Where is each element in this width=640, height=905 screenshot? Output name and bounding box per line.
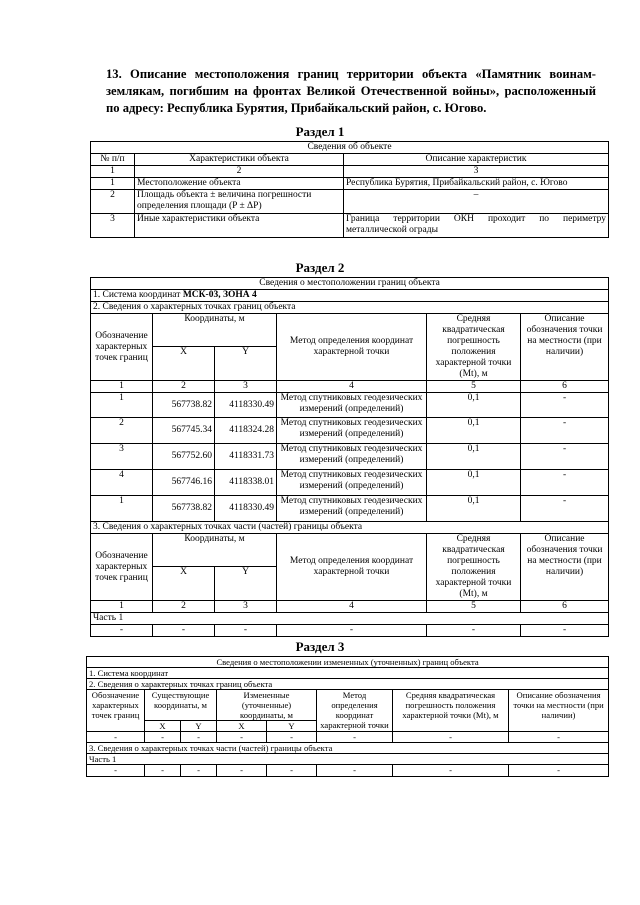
empty-cell: - bbox=[153, 625, 215, 637]
s2-colnum: 6 bbox=[521, 381, 609, 393]
empty-cell: - bbox=[317, 732, 393, 743]
empty-cell: - bbox=[509, 765, 609, 777]
s2-colnum: 1 bbox=[91, 381, 153, 393]
s2b-header-method: Метод определения координат характерной точки bbox=[277, 534, 427, 601]
section-3-table bbox=[86, 656, 609, 777]
empty-cell: - bbox=[87, 732, 145, 743]
section-2-table bbox=[90, 277, 609, 637]
s2-header-coords: Координаты, м bbox=[153, 314, 277, 347]
empty-cell: - bbox=[91, 625, 153, 637]
s3-header-desc: Описание обозначения точки на местности (при наличии) bbox=[509, 690, 609, 732]
point-desc: - bbox=[521, 470, 609, 496]
table-row bbox=[91, 496, 609, 522]
point-method: Метод спутниковых геодезических измерений (определений) bbox=[277, 496, 427, 522]
s1-row-desc: Граница территории ОКН проходит по периметру металлической ограды bbox=[344, 214, 609, 238]
point-id: 1 bbox=[91, 496, 153, 522]
s2-colnum: 5 bbox=[427, 381, 521, 393]
point-error: 0,1 bbox=[427, 418, 521, 444]
empty-cell: - bbox=[217, 732, 267, 743]
s2-header-point: Обозначение характерных точек границ bbox=[91, 314, 153, 381]
point-method: Метод спутниковых геодезических измерений (определений) bbox=[277, 470, 427, 496]
s3-header-point: Обозначение характерных точек границ bbox=[87, 690, 145, 732]
s1-header-desc: Описание характеристик bbox=[344, 154, 609, 166]
s3-header-x: X bbox=[217, 721, 267, 732]
s3-subsection-2: 2. Сведения о характерных точках границ объекта bbox=[87, 679, 609, 690]
empty-cell: - bbox=[145, 765, 181, 777]
empty-cell: - bbox=[317, 765, 393, 777]
s1-colnum: 3 bbox=[344, 166, 609, 178]
point-desc: - bbox=[521, 444, 609, 470]
s2b-header-point: Обозначение характерных точек границ bbox=[91, 534, 153, 601]
empty-cell: - bbox=[267, 765, 317, 777]
s1-row-num: 1 bbox=[91, 178, 135, 190]
s2-header-method: Метод определения координат характерной точки bbox=[277, 314, 427, 381]
point-id: 2 bbox=[91, 418, 153, 444]
empty-cell: - bbox=[215, 625, 277, 637]
point-x: 567738.82 bbox=[153, 496, 215, 522]
point-id: 1 bbox=[91, 393, 153, 418]
s2b-header-coords: Координаты, м bbox=[153, 534, 277, 567]
point-method: Метод спутниковых геодезических измерений (определений) bbox=[277, 393, 427, 418]
s2-colnum: 3 bbox=[215, 381, 277, 393]
section-1-title: Раздел 1 bbox=[295, 124, 345, 139]
s3-header-y: Y bbox=[267, 721, 317, 732]
s2-subsection-2: 2. Сведения о характерных точках границ объекта bbox=[91, 302, 609, 314]
s1-row-num: 3 bbox=[91, 214, 135, 238]
empty-cell: - bbox=[521, 625, 609, 637]
s3-header-y: Y bbox=[181, 721, 217, 732]
s2-header-x: X bbox=[153, 347, 215, 381]
s1-row-desc: Республика Бурятия, Прибайкальский район, с. Югово bbox=[344, 178, 609, 190]
s3-header-changed: Измененные (уточненные) координаты, м bbox=[217, 690, 317, 721]
s2-header-error: Средняя квадратическая погрешность положения характерной точки (Mt), м bbox=[427, 314, 521, 381]
s1-header-num: № п/п bbox=[91, 154, 135, 166]
document-heading: 13. Описание местоположения границ территории объекта «Памятник воинам-землякам, погибшим на фронтах Великой Отечественной войны», расположенный по адресу: Республика Бурятия, Прибайкальский район, с. Югово. bbox=[106, 67, 596, 115]
empty-cell: - bbox=[217, 765, 267, 777]
empty-cell: - bbox=[181, 765, 217, 777]
s2-coord-system: 1. Система координат МСК-03, ЗОНА 4 bbox=[91, 290, 609, 302]
empty-cell: - bbox=[181, 732, 217, 743]
point-id: 3 bbox=[91, 444, 153, 470]
empty-cell: - bbox=[267, 732, 317, 743]
s3-subsection-3: 3. Сведения о характерных точках части (частей) границы объекта bbox=[87, 743, 609, 754]
table-row bbox=[91, 178, 609, 190]
s3-header-x: X bbox=[145, 721, 181, 732]
s3-caption: Сведения о местоположении измененных (уточненных) границ объекта bbox=[87, 657, 609, 668]
s2b-colnum: 3 bbox=[215, 601, 277, 613]
s2-colnum: 4 bbox=[277, 381, 427, 393]
point-method: Метод спутниковых геодезических измерений (определений) bbox=[277, 418, 427, 444]
s1-colnum: 1 bbox=[91, 166, 135, 178]
empty-cell: - bbox=[427, 625, 521, 637]
point-x: 567745.34 bbox=[153, 418, 215, 444]
point-error: 0,1 bbox=[427, 393, 521, 418]
s2-colnum: 2 bbox=[153, 381, 215, 393]
s2b-colnum: 4 bbox=[277, 601, 427, 613]
s2b-header-y: Y bbox=[215, 567, 277, 601]
point-error: 0,1 bbox=[427, 470, 521, 496]
table-row bbox=[91, 214, 609, 238]
s2-caption: Сведения о местоположении границ объекта bbox=[91, 278, 609, 290]
empty-cell: - bbox=[509, 732, 609, 743]
table-row bbox=[91, 393, 609, 418]
table-row bbox=[87, 732, 609, 743]
section-2-title: Раздел 2 bbox=[295, 260, 345, 275]
s3-header-existing: Существующие координаты, м bbox=[145, 690, 217, 721]
s2-part-label: Часть 1 bbox=[91, 613, 609, 625]
table-row bbox=[91, 418, 609, 444]
s1-row-char: Иные характеристики объекта bbox=[135, 214, 344, 238]
s3-part-label: Часть 1 bbox=[87, 754, 609, 765]
s1-row-desc: – bbox=[344, 190, 609, 214]
s2-header-desc: Описание обозначения точки на местности (при наличии) bbox=[521, 314, 609, 381]
point-y: 4118338.01 bbox=[215, 470, 277, 496]
point-error: 0,1 bbox=[427, 496, 521, 522]
s3-header-method: Метод определения координат характерной точки bbox=[317, 690, 393, 732]
point-y: 4118324.28 bbox=[215, 418, 277, 444]
s1-header-char: Характеристики объекта bbox=[135, 154, 344, 166]
point-id: 4 bbox=[91, 470, 153, 496]
section-1-table bbox=[90, 141, 609, 238]
s2-subsection-3: 3. Сведения о характерных точках части (частей) границы объекта bbox=[91, 522, 609, 534]
s1-caption: Сведения об объекте bbox=[91, 142, 609, 154]
empty-cell: - bbox=[145, 732, 181, 743]
table-row bbox=[87, 765, 609, 777]
point-method: Метод спутниковых геодезических измерений (определений) bbox=[277, 444, 427, 470]
s2b-header-x: X bbox=[153, 567, 215, 601]
s3-header-error: Средняя квадратическая погрешность положения характерной точки (Mt), м bbox=[393, 690, 509, 732]
point-x: 567752.60 bbox=[153, 444, 215, 470]
section-3-title: Раздел 3 bbox=[295, 639, 345, 654]
s2b-header-error: Средняя квадратическая погрешность положения характерной точки (Mt), м bbox=[427, 534, 521, 601]
empty-cell: - bbox=[87, 765, 145, 777]
point-desc: - bbox=[521, 496, 609, 522]
point-desc: - bbox=[521, 393, 609, 418]
point-x: 567746.16 bbox=[153, 470, 215, 496]
empty-cell: - bbox=[393, 765, 509, 777]
s1-row-char: Площадь объекта ± величина погрешности определения площади (P ± ΔP) bbox=[135, 190, 344, 214]
empty-cell: - bbox=[393, 732, 509, 743]
point-x: 567738.82 bbox=[153, 393, 215, 418]
empty-cell: - bbox=[277, 625, 427, 637]
point-desc: - bbox=[521, 418, 609, 444]
s1-row-char: Местоположение объекта bbox=[135, 178, 344, 190]
s2b-colnum: 5 bbox=[427, 601, 521, 613]
s1-row-num: 2 bbox=[91, 190, 135, 214]
s2b-colnum: 1 bbox=[91, 601, 153, 613]
point-error: 0,1 bbox=[427, 444, 521, 470]
s2-header-y: Y bbox=[215, 347, 277, 381]
point-y: 4118331.73 bbox=[215, 444, 277, 470]
s2b-colnum: 2 bbox=[153, 601, 215, 613]
s2b-header-desc: Описание обозначения точки на местности (при наличии) bbox=[521, 534, 609, 601]
s3-coord-system: 1. Система координат bbox=[87, 668, 609, 679]
s1-colnum: 2 bbox=[135, 166, 344, 178]
table-row bbox=[91, 444, 609, 470]
table-row bbox=[91, 625, 609, 637]
point-y: 4118330.49 bbox=[215, 496, 277, 522]
s2b-colnum: 6 bbox=[521, 601, 609, 613]
table-row bbox=[91, 190, 609, 214]
table-row bbox=[91, 470, 609, 496]
point-y: 4118330.49 bbox=[215, 393, 277, 418]
